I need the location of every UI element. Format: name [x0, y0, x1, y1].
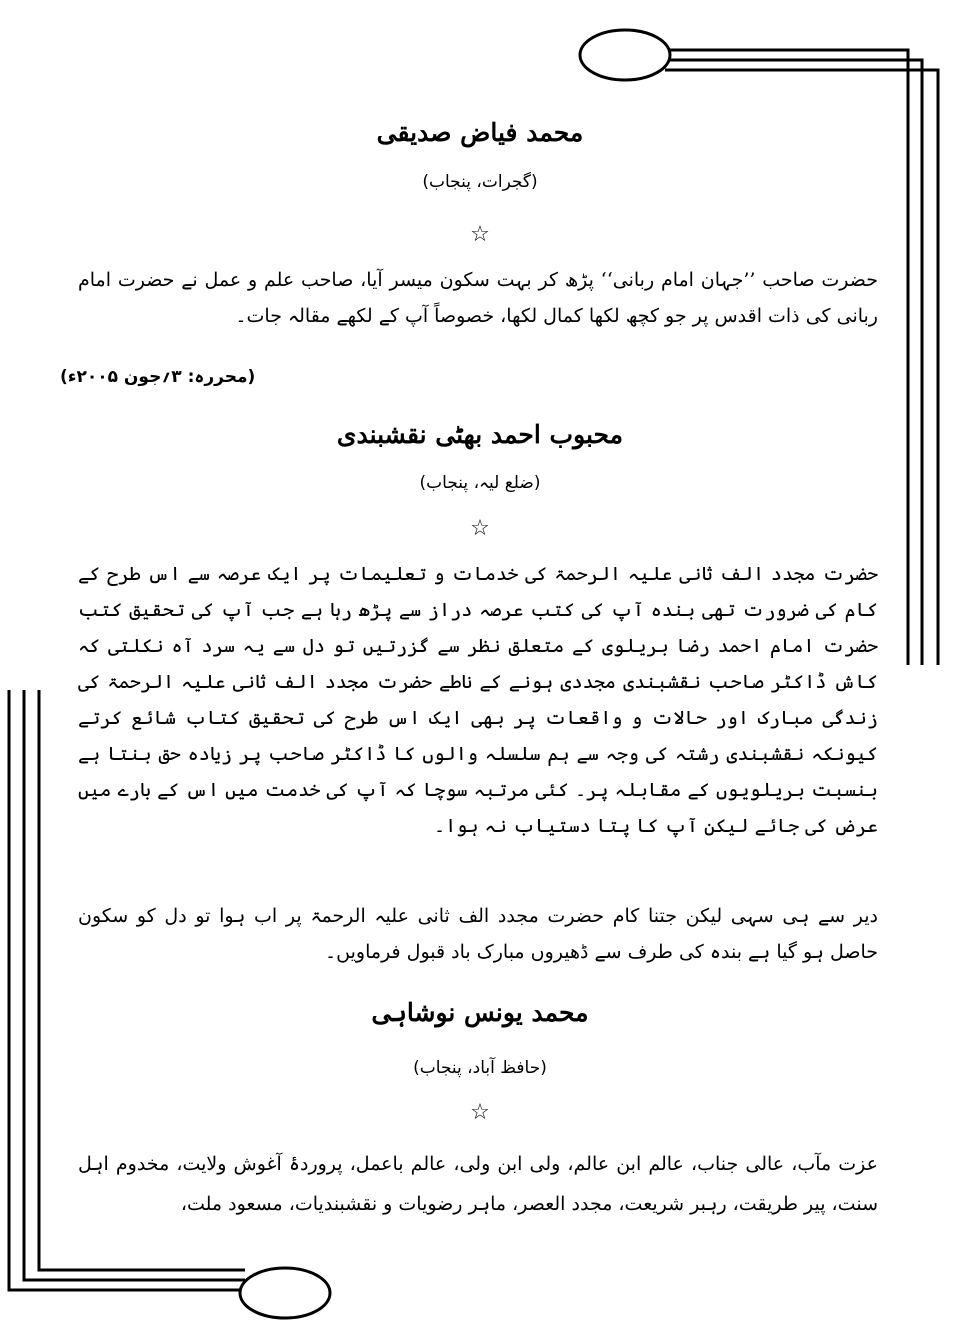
author-place-2: (ضلع لیہ، پنجاب)	[419, 473, 541, 493]
paragraph-4: عزت مآب، عالی جناب، عالم ابن عالم، ولی ابن ولی، عالم باعمل، پروردۂ آغوش ولایت، مخدوم اہل سنت، پیر طریقت، رہبر شریعت، مجدد العصر، ماہر رضویات و نقشبندیات، مسعود ملت،	[78, 1153, 878, 1215]
author-place-3: (حافظ آباد، پنجاب)	[413, 1058, 547, 1078]
date-note: (محررہ: ۳؍جون ۲۰۰۵ء)	[60, 367, 256, 387]
author-name-1: محمد فیاض صدیقی	[376, 118, 584, 147]
author-name-2: محبوب احمد بھٹی نقشبندی	[336, 420, 624, 449]
paragraph-3: دیر سے ہی سہی لیکن جتنا کام حضرت مجدد الف ثانی علیہ الرحمۃ پر اب ہوا تو دل کو سکون حاصل ہو گیا ہے بندہ کی طرف سے ڈھیروں مبارک باد قبول فرماویں۔	[78, 905, 878, 963]
star-icon: ☆	[470, 222, 490, 247]
author-place-1: (گجرات، پنجاب)	[422, 172, 538, 192]
author-name-3: محمد یونس نوشاہی	[371, 998, 589, 1027]
paragraph-1: حضرت صاحب ’’جہان امام ربانی‘‘ پڑھ کر بہت سکون میسر آیا، صاحب علم و عمل نے حضرت امام ربانی کی ذات اقدس پر جو کچھ لکھا کمال لکھا، خصوصاً آپ کے لکھے مقالہ جات۔	[78, 269, 878, 327]
paragraph-2: حضرت مجدد الف ثانی علیہ الرحمۃ کی خدمات و تعلیمات پر ایک عرصہ سے اس طرح کے کام کی ضرورت تھی بندہ آپ کی کتب عرصہ دراز سے پڑھ رہا ہے جب آپ کی تحقیق کتب حضرت امام احمد رضا بریلوی کے متعلق نظر سے گزرتیں تو دل سے یہ سرد آہ نکلتی کہ کاش ڈاکٹر صاحب نقشبندی مجددی ہونے کے ناطے حضرت مجدد الف ثانی علیہ الرحمۃ کی زندگی مبارک اور حالات و واقعات پر بھی ایک اس طرح کی تحقیق کتاب شائع کرتے کیونکہ نقشبندی رشتہ کی وجہ سے ہم سلسلہ والوں کا ڈاکٹر صاحب پر زیادہ حق بنتا ہے بنسبت بریلویوں کے مقابلہ پر۔ کئی مرتبہ سوچا کہ آپ کی خدمت میں اس کے بارے میں عرض کی جائے لیکن آپ کا پتا دستیاب نہ ہوا۔	[78, 563, 878, 837]
star-icon: ☆	[470, 516, 490, 541]
star-icon: ☆	[470, 1100, 490, 1125]
